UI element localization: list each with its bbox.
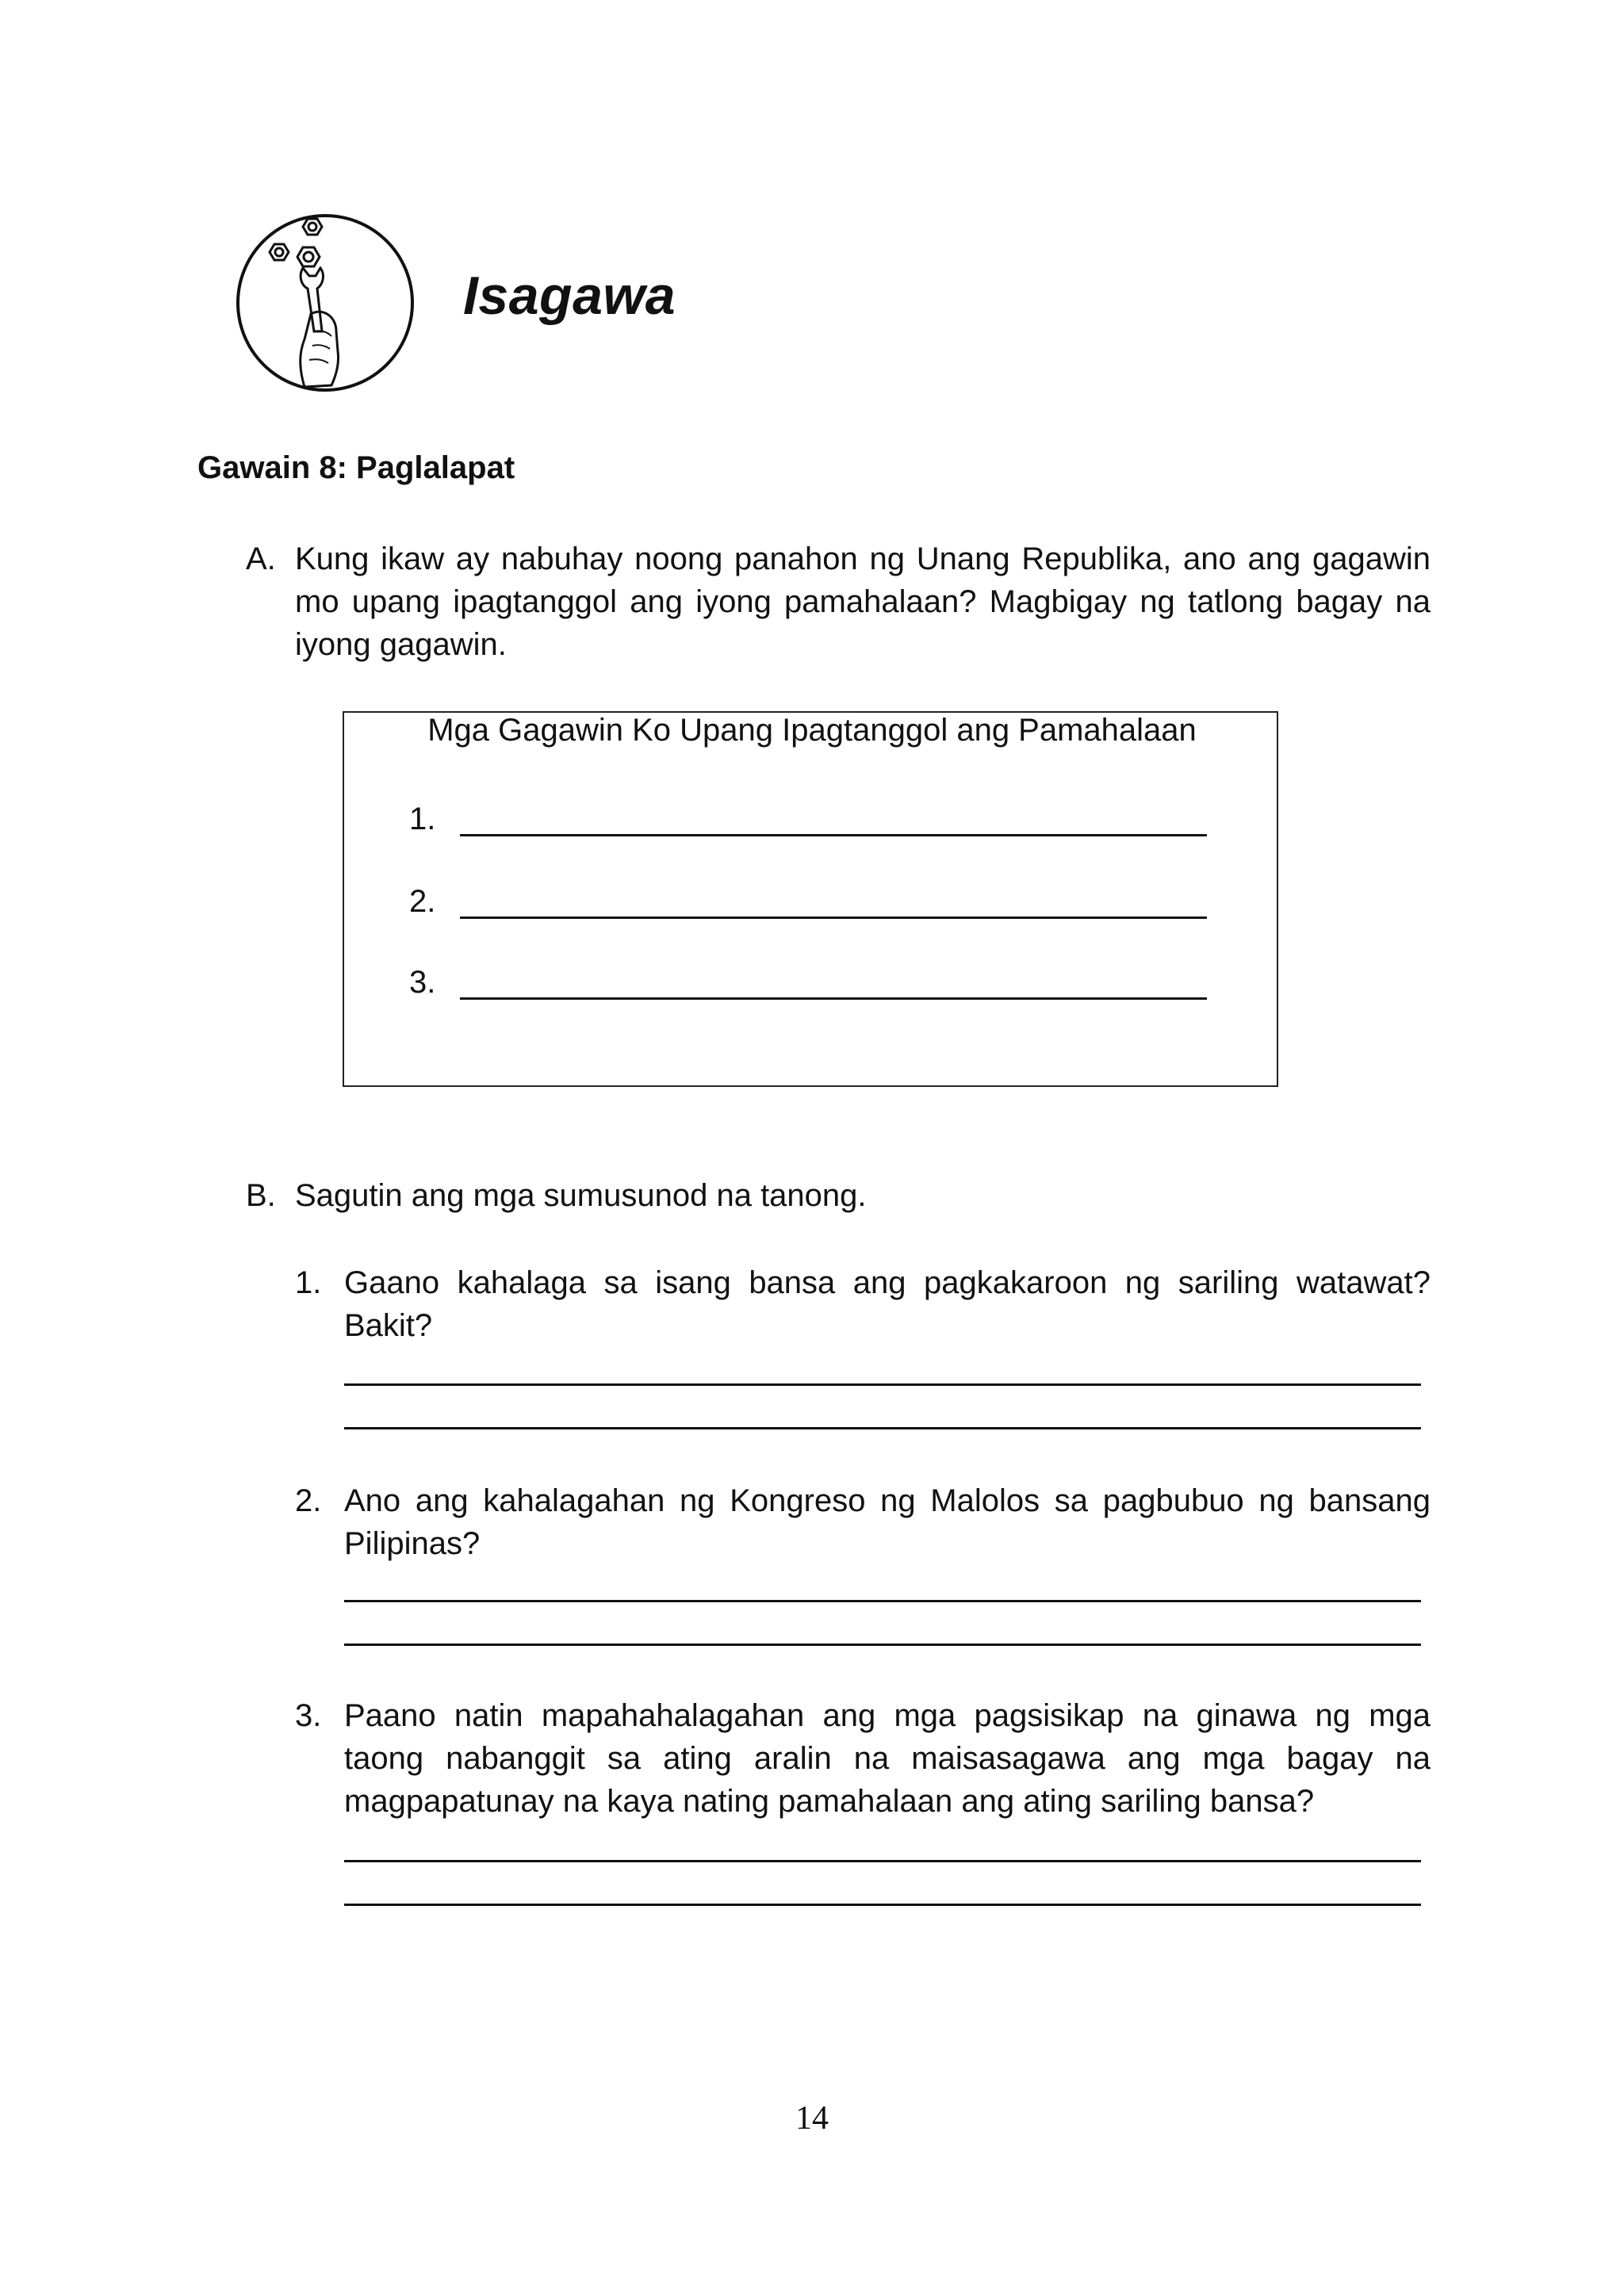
answer-line[interactable] xyxy=(344,1904,1421,1906)
answer-line[interactable] xyxy=(344,1860,1421,1862)
question-number: 2. xyxy=(295,1483,322,1518)
activity-title: Gawain 8: Paglalapat xyxy=(197,450,515,485)
answer-box xyxy=(343,711,1278,1087)
answer-number: 3. xyxy=(409,965,436,1000)
question-number: 1. xyxy=(295,1265,322,1300)
answer-line[interactable] xyxy=(344,1427,1421,1429)
part-b-letter: B. xyxy=(246,1178,276,1213)
answer-number: 1. xyxy=(409,802,436,836)
question-text: Paano natin mapahahalagahan ang mga pagsisikap na ginawa ng mga taong nabanggit sa ating aralin na maisasagawa ang mga bagay na magpapatunay na kaya nating pamahalaan ang ating sariling bansa? xyxy=(344,1698,1431,1819)
answer-line[interactable] xyxy=(344,1600,1421,1602)
part-a-letter: A. xyxy=(246,541,276,576)
answer-box-title: Mga Gagawin Ko Upang Ipagtanggol ang Pamahalaan xyxy=(427,713,1197,748)
hand-wrench-bolts-icon xyxy=(235,212,416,393)
section-title: Isagawa xyxy=(463,266,676,326)
answer-line[interactable] xyxy=(460,916,1207,919)
answer-line[interactable] xyxy=(460,834,1207,836)
part-a-instructions: Kung ikaw ay nabuhay noong panahon ng Unang Republika, ano ang gagawin mo upang ipagtanggol ang iyong pamahalaan? Magbigay ng tatlong bagay na iyong gagawin. xyxy=(295,541,1431,662)
answer-line[interactable] xyxy=(460,997,1207,1000)
answer-number: 2. xyxy=(409,884,436,919)
answer-line[interactable] xyxy=(344,1644,1421,1646)
question-text: Ano ang kahalagahan ng Kongreso ng Malolos sa pagbubuo ng bansang Pilipinas? xyxy=(344,1483,1431,1561)
answer-line[interactable] xyxy=(344,1383,1421,1386)
question-text: Gaano kahalaga sa isang bansa ang pagkakaroon ng sariling watawat? Bakit? xyxy=(344,1265,1431,1343)
part-b-instructions: Sagutin ang mga sumusunod na tanong. xyxy=(295,1178,867,1213)
question-number: 3. xyxy=(295,1698,322,1733)
page-number: 14 xyxy=(795,2100,829,2137)
